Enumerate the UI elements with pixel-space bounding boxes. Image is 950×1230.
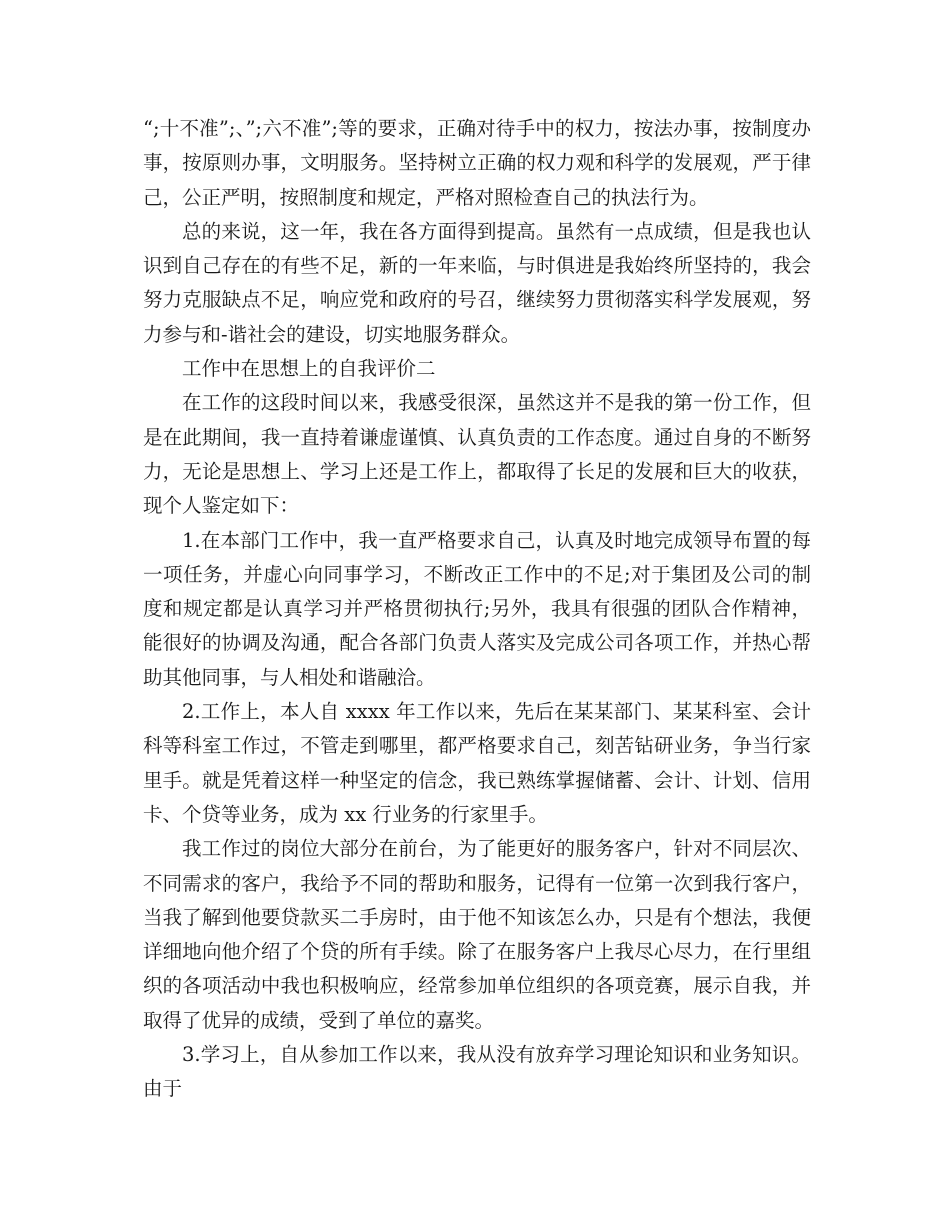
section-heading: 工作中在思想上的自我评价二 — [182, 357, 436, 381]
list-item: 2.工作上，本人自 xxxx 年工作以来，先后在某某部门、某某科室、会计科等科室工作过，不管走到哪里，都严格要求自己，刻苦钻研业务，争当行家里手。就是凭着这样一种坚定的信念，我已熟练掌握储蓄、会计、计划、信用卡、个贷等业务，成为 xx 行业务的行家里手。 — [143, 700, 811, 826]
list-item: 1.在本部门工作中，我一直严格要求自己，认真及时地完成领导布置的每一项任务，并虚心向同事学习，不断改正工作中的不足;对于集团及公司的制度和规定都是认真学习并严格贯彻执行;另外，我具有很强的团队合作精神，能很好的协调及沟通，配合各部门负责人落实及完成公司各项工作，并热心帮助其他同事，与人相处和谐融洽。 — [143, 528, 811, 689]
document-body — [143, 112, 811, 1107]
paragraph: 我工作过的岗位大部分在前台，为了能更好的服务客户，针对不同层次、不同需求的客户，我给予不同的帮助和服务，记得有一位第一次到我行客户，当我了解到他要贷款买二手房时，由于他不知该怎么办，只是有个想法，我便详细地向他介绍了个贷的所有手续。除了在服务客户上我尽心尽力，在行里组织的各项活动中我也积极响应，经常参加单位组织的各项竞赛，展示自我，并取得了优异的成绩，受到了单位的嘉奖。 — [143, 837, 811, 1032]
paragraph: 总的来说，这一年，我在各方面得到提高。虽然有一点成绩，但是我也认识到自己存在的有些不足，新的一年来临，与时俱进是我始终所坚持的，我会努力克服缺点不足，响应党和政府的号召，继续努力贯彻落实科学发展观，努力参与和-谐社会的建设，切实地服务群众。 — [143, 219, 811, 346]
list-item: 3.学习上，自从参加工作以来，我从没有放弃学习理论知识和业务知识。由于 — [143, 1043, 811, 1101]
paragraph: “;十不准”;、”;六不准”;等的要求，正确对待手中的权力，按法办事，按制度办事，按原则办事，文明服务。坚持树立正确的权力观和科学的发展观，严于律己，公正严明，按照制度和规定，严格对照检查自己的执法行为。 — [143, 117, 811, 209]
paragraph: 在工作的这段时间以来，我感受很深，虽然这并不是我的第一份工作，但是在此期间，我一直持着谦虚谨慎、认真负责的工作态度。通过自身的不断努力，无论是思想上、学习上还是工作上，都取得了长足的发展和巨大的收获，现个人鉴定如下： — [143, 391, 811, 518]
